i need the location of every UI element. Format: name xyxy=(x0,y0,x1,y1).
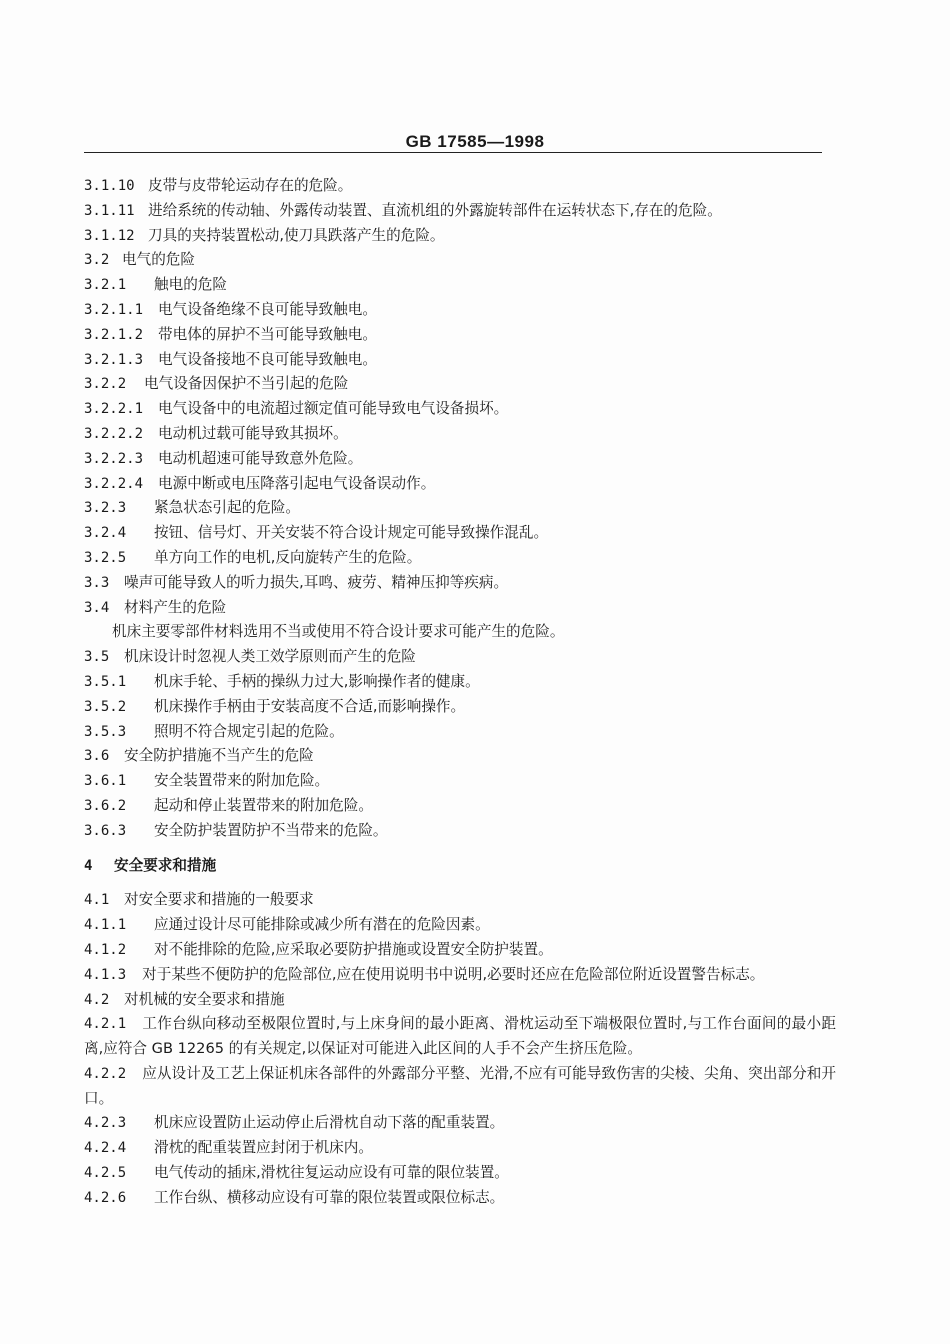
clause-text: 电气的危险 xyxy=(122,251,195,269)
clause-number: 3.1.12 xyxy=(84,227,135,244)
clause-text: 电动机超速可能导致意外危险。 xyxy=(158,449,363,467)
clause-text: 应通过设计尽可能排除或减少所有潜在的危险因素。 xyxy=(154,916,490,934)
clause-text: 对不能排除的危险,应采取必要防护措施或设置安全防护装置。 xyxy=(154,940,553,958)
clause-text: 噪声可能导致人的听力损失,耳鸣、疲劳、精神压抑等疾病。 xyxy=(124,573,509,591)
clause-line xyxy=(84,645,836,670)
clause-line xyxy=(84,323,836,348)
clause-text: 对机械的安全要求和措施 xyxy=(124,990,285,1008)
clause-text: 安全装置带来的附加危险。 xyxy=(154,772,330,790)
clause-paragraph xyxy=(84,963,836,988)
clause-number: 4.2.5 xyxy=(84,1165,127,1182)
clause-number: 3.2.2 xyxy=(84,376,127,393)
clause-number: 3.2.2.1 xyxy=(84,401,144,418)
clause-number: 3.5.3 xyxy=(84,723,127,740)
clause-line xyxy=(84,1111,836,1136)
document-body xyxy=(84,174,836,1211)
clause-line xyxy=(84,298,836,323)
clause-line xyxy=(84,521,836,546)
clause-number: 3.2.1.3 xyxy=(84,351,144,368)
clause-text: 电气设备接地不良可能导致触电。 xyxy=(158,350,377,368)
clause-line xyxy=(84,348,836,373)
clause-line xyxy=(84,1186,836,1211)
clause-number: 3.4 xyxy=(84,599,110,616)
clause-number: 4.1.3 xyxy=(84,966,127,983)
clause-number: 3.6.1 xyxy=(84,773,127,790)
clause-line xyxy=(84,546,836,571)
clause-text: 对安全要求和措施的一般要求 xyxy=(124,891,314,909)
clause-line xyxy=(84,248,836,273)
clause-number: 4.1.2 xyxy=(84,941,127,958)
clause-text: 触电的危险 xyxy=(154,276,227,294)
clause-text: 电气设备因保护不当引起的危险 xyxy=(144,375,349,393)
clause-text: 皮带与皮带轮运动存在的危险。 xyxy=(148,177,353,194)
clause-line xyxy=(84,938,836,963)
clause-text: 电气设备中的电流超过额定值可能导致电气设备损坏。 xyxy=(158,400,509,418)
clause-text: 进给系统的传动轴、外露传动装置、直流机组的外露旋转部件在运转状态下,存在的危险。 xyxy=(148,201,722,219)
clause-number: 3.6.2 xyxy=(84,797,127,814)
clause-number: 3.2.1.2 xyxy=(84,326,144,343)
clause-line xyxy=(84,397,836,422)
section-heading xyxy=(84,854,836,879)
clause-line xyxy=(84,224,836,249)
clause-text: 对于某些不便防护的危险部位,应在使用说明书中说明,必要时还应在危险部位附近设置警告标志。 xyxy=(142,965,765,983)
clause-number: 3.2.1.1 xyxy=(84,301,144,318)
clause-text: 滑枕的配重装置应封闭于机床内。 xyxy=(154,1139,373,1157)
clause-line xyxy=(84,888,836,913)
clause-number: 3.6.3 xyxy=(84,822,127,839)
clause-text: 机床设计时忽视人类工效学原则而产生的危险 xyxy=(124,648,416,666)
clause-text: 机床应设置防止运动停止后滑枕自动下落的配重装置。 xyxy=(154,1114,505,1132)
clause-line xyxy=(84,819,836,844)
header-rule xyxy=(84,152,822,153)
clause-line xyxy=(84,273,836,298)
clause-number: 3.5.1 xyxy=(84,673,127,690)
clause-paragraph xyxy=(84,1062,836,1112)
clause-number: 4.2.6 xyxy=(84,1189,127,1206)
clause-line xyxy=(84,596,836,621)
clause-text: 安全防护措施不当产生的危险 xyxy=(124,747,314,765)
section-number: 4 xyxy=(84,857,93,874)
clause-line xyxy=(84,199,836,224)
clause-line xyxy=(84,422,836,447)
clause-line xyxy=(84,913,836,938)
clause-number: 3.2.1 xyxy=(84,277,127,294)
clause-text: 电气设备绝缘不良可能导致触电。 xyxy=(158,300,377,318)
clause-line xyxy=(84,988,836,1013)
clause-paragraph xyxy=(84,1012,836,1062)
clause-line xyxy=(84,174,836,199)
clause-line xyxy=(84,372,836,397)
clause-text: 照明不符合规定引起的危险。 xyxy=(154,722,344,740)
clause-number: 3.2.4 xyxy=(84,525,127,542)
clause-text: 工作台纵、横移动应设有可靠的限位装置或限位标志。 xyxy=(154,1188,505,1206)
clause-text: 按钮、信号灯、开关安装不符合设计规定可能导致操作混乱。 xyxy=(154,524,549,542)
clause-line xyxy=(84,1161,836,1186)
clause-text: 工作台纵向移动至极限位置时,与上床身间的最小距离、滑枕运动至下端极限位置时,与工作台面间的最小距离,应符合 GB 12265 的有关规定,以保证对可能进入此区间的人手不会产生挤压危险。 xyxy=(84,1015,836,1058)
clause-text: 机床操作手柄由于安装高度不合适,而影响操作。 xyxy=(154,697,466,715)
clause-line xyxy=(84,472,836,497)
clause-text: 带电体的屏护不当可能导致触电。 xyxy=(158,325,377,343)
clause-text: 电动机过载可能导致其损坏。 xyxy=(158,424,348,442)
clause-text: 机床手轮、手柄的操纵力过大,影响操作者的健康。 xyxy=(154,672,480,690)
clause-number: 3.2.2.3 xyxy=(84,450,144,467)
clause-number: 3.5.2 xyxy=(84,698,127,715)
clause-number: 4.1.1 xyxy=(84,917,127,934)
clause-text: 电源中断或电压降落引起电气设备误动作。 xyxy=(158,474,436,492)
clause-line xyxy=(84,1136,836,1161)
clause-text: 起动和停止装置带来的附加危险。 xyxy=(154,796,373,814)
clause-text: 材料产生的危险 xyxy=(124,598,227,616)
clause-line xyxy=(84,447,836,472)
clause-line xyxy=(84,695,836,720)
clause-number: 3.5 xyxy=(84,649,110,666)
clause-line xyxy=(84,620,836,645)
clause-number: 3.2 xyxy=(84,252,110,269)
clause-number: 4.2.4 xyxy=(84,1140,127,1157)
clause-number: 4.2.3 xyxy=(84,1115,127,1132)
clause-text: 安全防护装置防护不当带来的危险。 xyxy=(154,821,388,839)
clause-number: 3.2.2.4 xyxy=(84,475,144,492)
clause-number: 3.6 xyxy=(84,748,110,765)
clause-text: 电气传动的插床,滑枕往复运动应设有可靠的限位装置。 xyxy=(154,1164,509,1182)
clause-text: 紧急状态引起的危险。 xyxy=(154,499,300,517)
clause-text: 应从设计及工艺上保证机床各部件的外露部分平整、光滑,不应有可能导致伤害的尖棱、尖角、突出部分和开口。 xyxy=(84,1064,836,1107)
clause-line xyxy=(84,670,836,695)
clause-number: 3.2.5 xyxy=(84,549,127,566)
clause-number: 4.2 xyxy=(84,991,110,1008)
clause-number: 3.1.11 xyxy=(84,202,135,219)
clause-number: 3.1.10 xyxy=(84,178,135,194)
standard-code-header: GB 17585—1998 xyxy=(405,132,545,151)
clause-line xyxy=(84,769,836,794)
clause-number: 3.3 xyxy=(84,574,110,591)
clause-line xyxy=(84,794,836,819)
clause-line xyxy=(84,571,836,596)
clause-text: 单方向工作的电机,反向旋转产生的危险。 xyxy=(154,548,422,566)
clause-number: 4.2.2 xyxy=(84,1065,127,1082)
clause-number: 4.1 xyxy=(84,892,110,909)
clause-line xyxy=(84,720,836,745)
clause-number: 3.2.2.2 xyxy=(84,425,144,442)
clause-number: 4.2.1 xyxy=(84,1016,127,1033)
clause-line xyxy=(84,496,836,521)
section-title: 安全要求和措施 xyxy=(114,856,217,874)
clause-text: 刀具的夹持装置松动,使刀具跌落产生的危险。 xyxy=(148,226,445,244)
clause-text: 机床主要零部件材料选用不当或使用不符合设计要求可能产生的危险。 xyxy=(112,623,565,641)
clause-number: 3.2.3 xyxy=(84,500,127,517)
clause-line xyxy=(84,744,836,769)
